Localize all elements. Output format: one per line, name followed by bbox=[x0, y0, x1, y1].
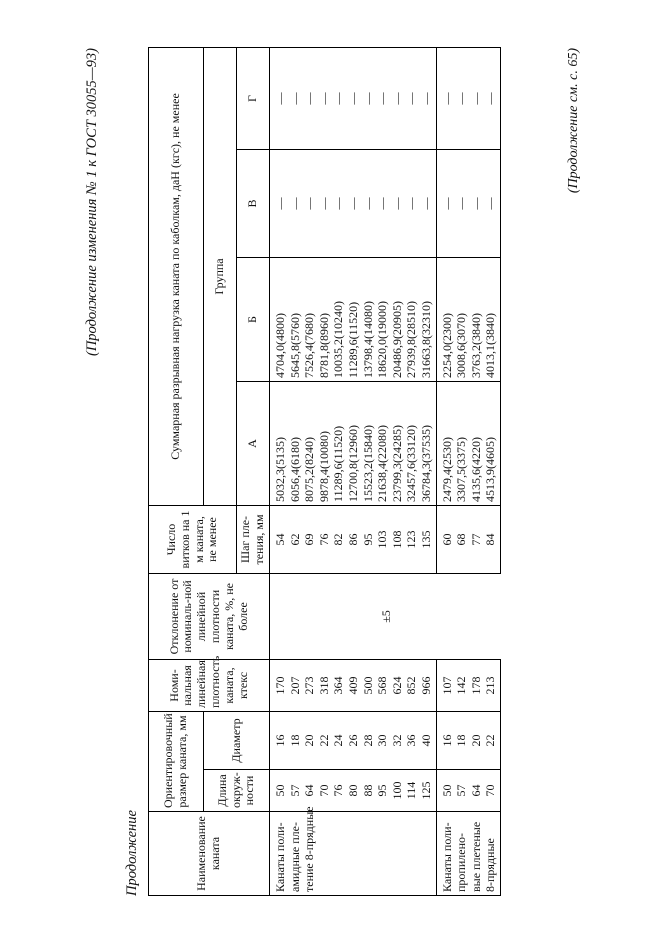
table-cell-value: 36784,3(37535) bbox=[418, 424, 433, 502]
table-cell-value: 7526,4(7680) bbox=[302, 312, 317, 378]
col-header-group: Группа bbox=[204, 47, 237, 505]
table-cell-value: 32457,6(33120) bbox=[404, 424, 419, 502]
table-cell-value: 500 bbox=[360, 676, 375, 695]
table-cell-value: 88 bbox=[360, 784, 375, 797]
table-cell-value: — bbox=[273, 197, 287, 210]
table-cell-value: — bbox=[439, 197, 454, 210]
table-cell-value: 86 bbox=[345, 533, 360, 546]
table-cell-value: 207 bbox=[287, 676, 302, 695]
table-cell-value: 80 bbox=[345, 784, 360, 797]
table-cell-value: 84 bbox=[483, 533, 498, 546]
table-cell-value: 103 bbox=[375, 530, 390, 549]
table-cell-value: — bbox=[404, 197, 419, 210]
table-cell-value: 82 bbox=[331, 533, 346, 546]
table-cell-value: — bbox=[375, 92, 390, 105]
page-header: (Продолжение изменения № 1 к ГОСТ 30055—93) bbox=[84, 48, 100, 357]
table-cell-value: 852 bbox=[404, 676, 419, 695]
table-cell-value: — bbox=[287, 197, 302, 210]
table-cell-value: 57 bbox=[287, 784, 302, 797]
table-cell-value: 409 bbox=[345, 676, 360, 695]
table-cell-value: — bbox=[302, 197, 317, 210]
col-header-diameter: Диаметр bbox=[204, 711, 270, 769]
group-v-values bbox=[270, 149, 437, 257]
table-cell-value: — bbox=[345, 92, 360, 105]
table-cell-value: 68 bbox=[454, 533, 469, 546]
table-cell-value: 178 bbox=[468, 676, 483, 695]
table-cell-value: 18620,0(19000) bbox=[375, 300, 390, 378]
table-cell-value: 24 bbox=[331, 734, 346, 747]
col-header-circumference: Длина окруж-ности bbox=[204, 770, 270, 812]
rope-spec-table bbox=[148, 47, 501, 896]
section-name bbox=[436, 812, 500, 896]
table-cell-value: 16 bbox=[273, 734, 287, 747]
table-cell-value: 76 bbox=[331, 784, 346, 797]
table-cell-value: — bbox=[360, 197, 375, 210]
table-cell-value: 135 bbox=[418, 530, 433, 549]
turns-values bbox=[436, 505, 500, 573]
table-cell-value: — bbox=[454, 92, 469, 105]
table-cell-value: 2254,0(2300) bbox=[439, 312, 454, 378]
page-footer: (Продолжение см. с. 65) bbox=[566, 48, 581, 194]
table-cell-value: — bbox=[287, 92, 302, 105]
table-cell-value: 3008,6(3070) bbox=[454, 312, 469, 378]
section-name-line: тение 8-прядные bbox=[302, 806, 317, 892]
table-cell-value: 125 bbox=[418, 781, 433, 800]
table-cell-value: 5032,3(5135) bbox=[273, 436, 287, 502]
table-cell-value: 142 bbox=[454, 676, 469, 695]
table-cell-value: — bbox=[404, 92, 419, 105]
col-header-deviation: Отклонение от номиналь-ной линейной плотности каната, %, не более bbox=[149, 573, 270, 659]
table-cell-value: 4513,9(4605) bbox=[483, 436, 498, 502]
col-header-breaking-load: Суммарная разрывная нагрузка каната по каболкам, даН (кгс), не менее bbox=[149, 47, 204, 505]
table-cell-value: 60 bbox=[439, 533, 454, 546]
table-cell-value: 108 bbox=[389, 530, 404, 549]
table-cell-value: 3763,2(3840) bbox=[468, 312, 483, 378]
table-cell-value: 64 bbox=[302, 784, 317, 797]
table-cell-value: 170 bbox=[273, 676, 287, 695]
table-cell-value: 95 bbox=[360, 533, 375, 546]
table-cell-value: — bbox=[273, 92, 287, 105]
table-cell-value: 28 bbox=[360, 734, 375, 747]
table-cell-value: 50 bbox=[439, 784, 454, 797]
col-header-linear-density: Номи-нальная линейная плотность каната, ктекс bbox=[149, 659, 270, 711]
table-cell-value: 624 bbox=[389, 676, 404, 695]
table-cell-value: — bbox=[468, 92, 483, 105]
table-cell-value: — bbox=[331, 197, 346, 210]
table-cell-value: 5645,8(5760) bbox=[287, 312, 302, 378]
table-cell-value: 21638,4(22080) bbox=[375, 424, 390, 502]
table-cell-value: 107 bbox=[439, 676, 454, 695]
col-header-group-v: В bbox=[237, 149, 270, 257]
table-cell-value: 76 bbox=[316, 533, 331, 546]
table-cell-value: — bbox=[389, 92, 404, 105]
table-cell-value: 22 bbox=[483, 734, 498, 747]
section-name-line: 8-прядные bbox=[483, 838, 498, 892]
table-cell-value: 70 bbox=[316, 784, 331, 797]
table-cell-value: 8075,2(8240) bbox=[302, 436, 317, 502]
table-cell-value: 30 bbox=[375, 734, 390, 747]
table-cell-value: — bbox=[360, 92, 375, 105]
table-cell-value: 69 bbox=[302, 533, 317, 546]
section-name-line: амидные пле- bbox=[287, 822, 302, 892]
table-cell-value: 18 bbox=[454, 734, 469, 747]
group-a-values bbox=[270, 381, 437, 505]
table-cell-value: 62 bbox=[287, 533, 302, 546]
table-cell-value: — bbox=[316, 197, 331, 210]
group-v-values bbox=[436, 149, 500, 257]
table-cell-value: 16 bbox=[439, 734, 454, 747]
group-b-values bbox=[270, 257, 437, 381]
table-cell-value: 4013,1(3840) bbox=[483, 312, 498, 378]
group-b-values bbox=[436, 257, 500, 381]
table-cell-value: — bbox=[468, 197, 483, 210]
table-cell-value: 23799,3(24285) bbox=[389, 424, 404, 502]
col-header-group-b: Б bbox=[237, 257, 270, 381]
group-g-values bbox=[270, 47, 437, 149]
linear-density-values bbox=[436, 659, 500, 711]
table-cell-value: 318 bbox=[316, 676, 331, 695]
section-name-line: вые плетеные bbox=[468, 821, 483, 892]
table-cell-value: 10035,2(10240) bbox=[331, 300, 346, 378]
table-cell-value: 95 bbox=[375, 784, 390, 797]
col-header-group-a: А bbox=[237, 381, 270, 505]
table-cell-value: 9878,4(10080) bbox=[316, 430, 331, 502]
deviation-value: ±5 bbox=[270, 573, 501, 659]
table-cell-value: — bbox=[389, 197, 404, 210]
col-header-approx-size: Ориентировочный размер каната, мм bbox=[149, 711, 204, 811]
table-cell-value: 11289,6(11520) bbox=[345, 301, 360, 378]
linear-density-values bbox=[270, 659, 437, 711]
col-header-lay-pitch: Шаг пле-тения, мм bbox=[237, 505, 270, 573]
table-cell-value: — bbox=[302, 92, 317, 105]
table-cell-value: 70 bbox=[483, 784, 498, 797]
table-cell-value: — bbox=[331, 92, 346, 105]
table-cell-value: 40 bbox=[418, 734, 433, 747]
table-cell-value: 364 bbox=[331, 676, 346, 695]
table-cell-value: — bbox=[316, 92, 331, 105]
diameter-values bbox=[270, 711, 437, 769]
table-cell-value: — bbox=[483, 92, 498, 105]
table-cell-value: 4704,0(4800) bbox=[273, 312, 287, 378]
table-cell-value: 8781,8(8960) bbox=[316, 312, 331, 378]
section-polyamide bbox=[270, 47, 437, 895]
table-cell-value: 3307,5(3375) bbox=[454, 436, 469, 502]
table-cell-value: 57 bbox=[454, 784, 469, 797]
continuation-label: Продолжение bbox=[124, 810, 140, 896]
group-a-values bbox=[436, 381, 500, 505]
table-cell-value: 100 bbox=[389, 781, 404, 800]
circumference-values bbox=[270, 770, 437, 812]
table-cell-value: — bbox=[375, 197, 390, 210]
table-cell-value: 36 bbox=[404, 734, 419, 747]
table-cell-value: 2479,4(2530) bbox=[439, 436, 454, 502]
group-g-values bbox=[436, 47, 500, 149]
table-cell-value: 64 bbox=[468, 784, 483, 797]
table-cell-value: 6056,4(6180) bbox=[287, 436, 302, 502]
diameter-values bbox=[436, 711, 500, 769]
table-cell-value: 26 bbox=[345, 734, 360, 747]
section-name-line: Канаты поли- bbox=[273, 822, 287, 892]
table-cell-value: — bbox=[483, 197, 498, 210]
table-cell-value: 12700,8(12960) bbox=[345, 424, 360, 502]
table-cell-value: 18 bbox=[287, 734, 302, 747]
table-cell-value: 20 bbox=[302, 734, 317, 747]
section-name bbox=[270, 806, 437, 896]
table-cell-value: 22 bbox=[316, 734, 331, 747]
table-cell-value: 568 bbox=[375, 676, 390, 695]
col-header-turns: Число витков на 1 м каната, не менее bbox=[149, 505, 237, 573]
table-cell-value: 54 bbox=[273, 533, 287, 546]
table-cell-value: 123 bbox=[404, 530, 419, 549]
table-cell-value: — bbox=[418, 197, 433, 210]
table-cell-value: 20 bbox=[468, 734, 483, 747]
table-cell-value: 20486,9(20905) bbox=[389, 300, 404, 378]
table-cell-value: 50 bbox=[273, 784, 287, 797]
table-cell-value: 114 bbox=[404, 781, 419, 800]
table-cell-value: 11289,6(11520) bbox=[331, 425, 346, 502]
circumference-values bbox=[436, 770, 500, 812]
section-name-line: пропилено- bbox=[454, 833, 469, 892]
table-cell-value: — bbox=[345, 197, 360, 210]
table-cell-value: — bbox=[418, 92, 433, 105]
table-cell-value: 4135,6(4220) bbox=[468, 436, 483, 502]
table-cell-value: 213 bbox=[483, 676, 498, 695]
table-cell-value: — bbox=[454, 197, 469, 210]
table-cell-value: 966 bbox=[418, 676, 433, 695]
col-header-group-g: Г bbox=[237, 47, 270, 149]
section-name-line bbox=[318, 815, 333, 892]
table-cell-value: 32 bbox=[389, 734, 404, 747]
table-cell-value: — bbox=[439, 92, 454, 105]
table-cell-value: 77 bbox=[468, 533, 483, 546]
table-cell-value: 15523,2(15840) bbox=[360, 424, 375, 502]
section-polypropylene bbox=[436, 47, 500, 895]
table-cell-value: 13798,4(14080) bbox=[360, 300, 375, 378]
turns-values bbox=[270, 505, 437, 573]
table-cell-value: 31663,8(32310) bbox=[418, 300, 433, 378]
section-name-line: Канаты поли- bbox=[439, 822, 454, 892]
col-header-name: Наименование каната bbox=[149, 812, 270, 896]
table-cell-value: 273 bbox=[302, 676, 317, 695]
table-cell-value: 27939,8(28510) bbox=[404, 300, 419, 378]
